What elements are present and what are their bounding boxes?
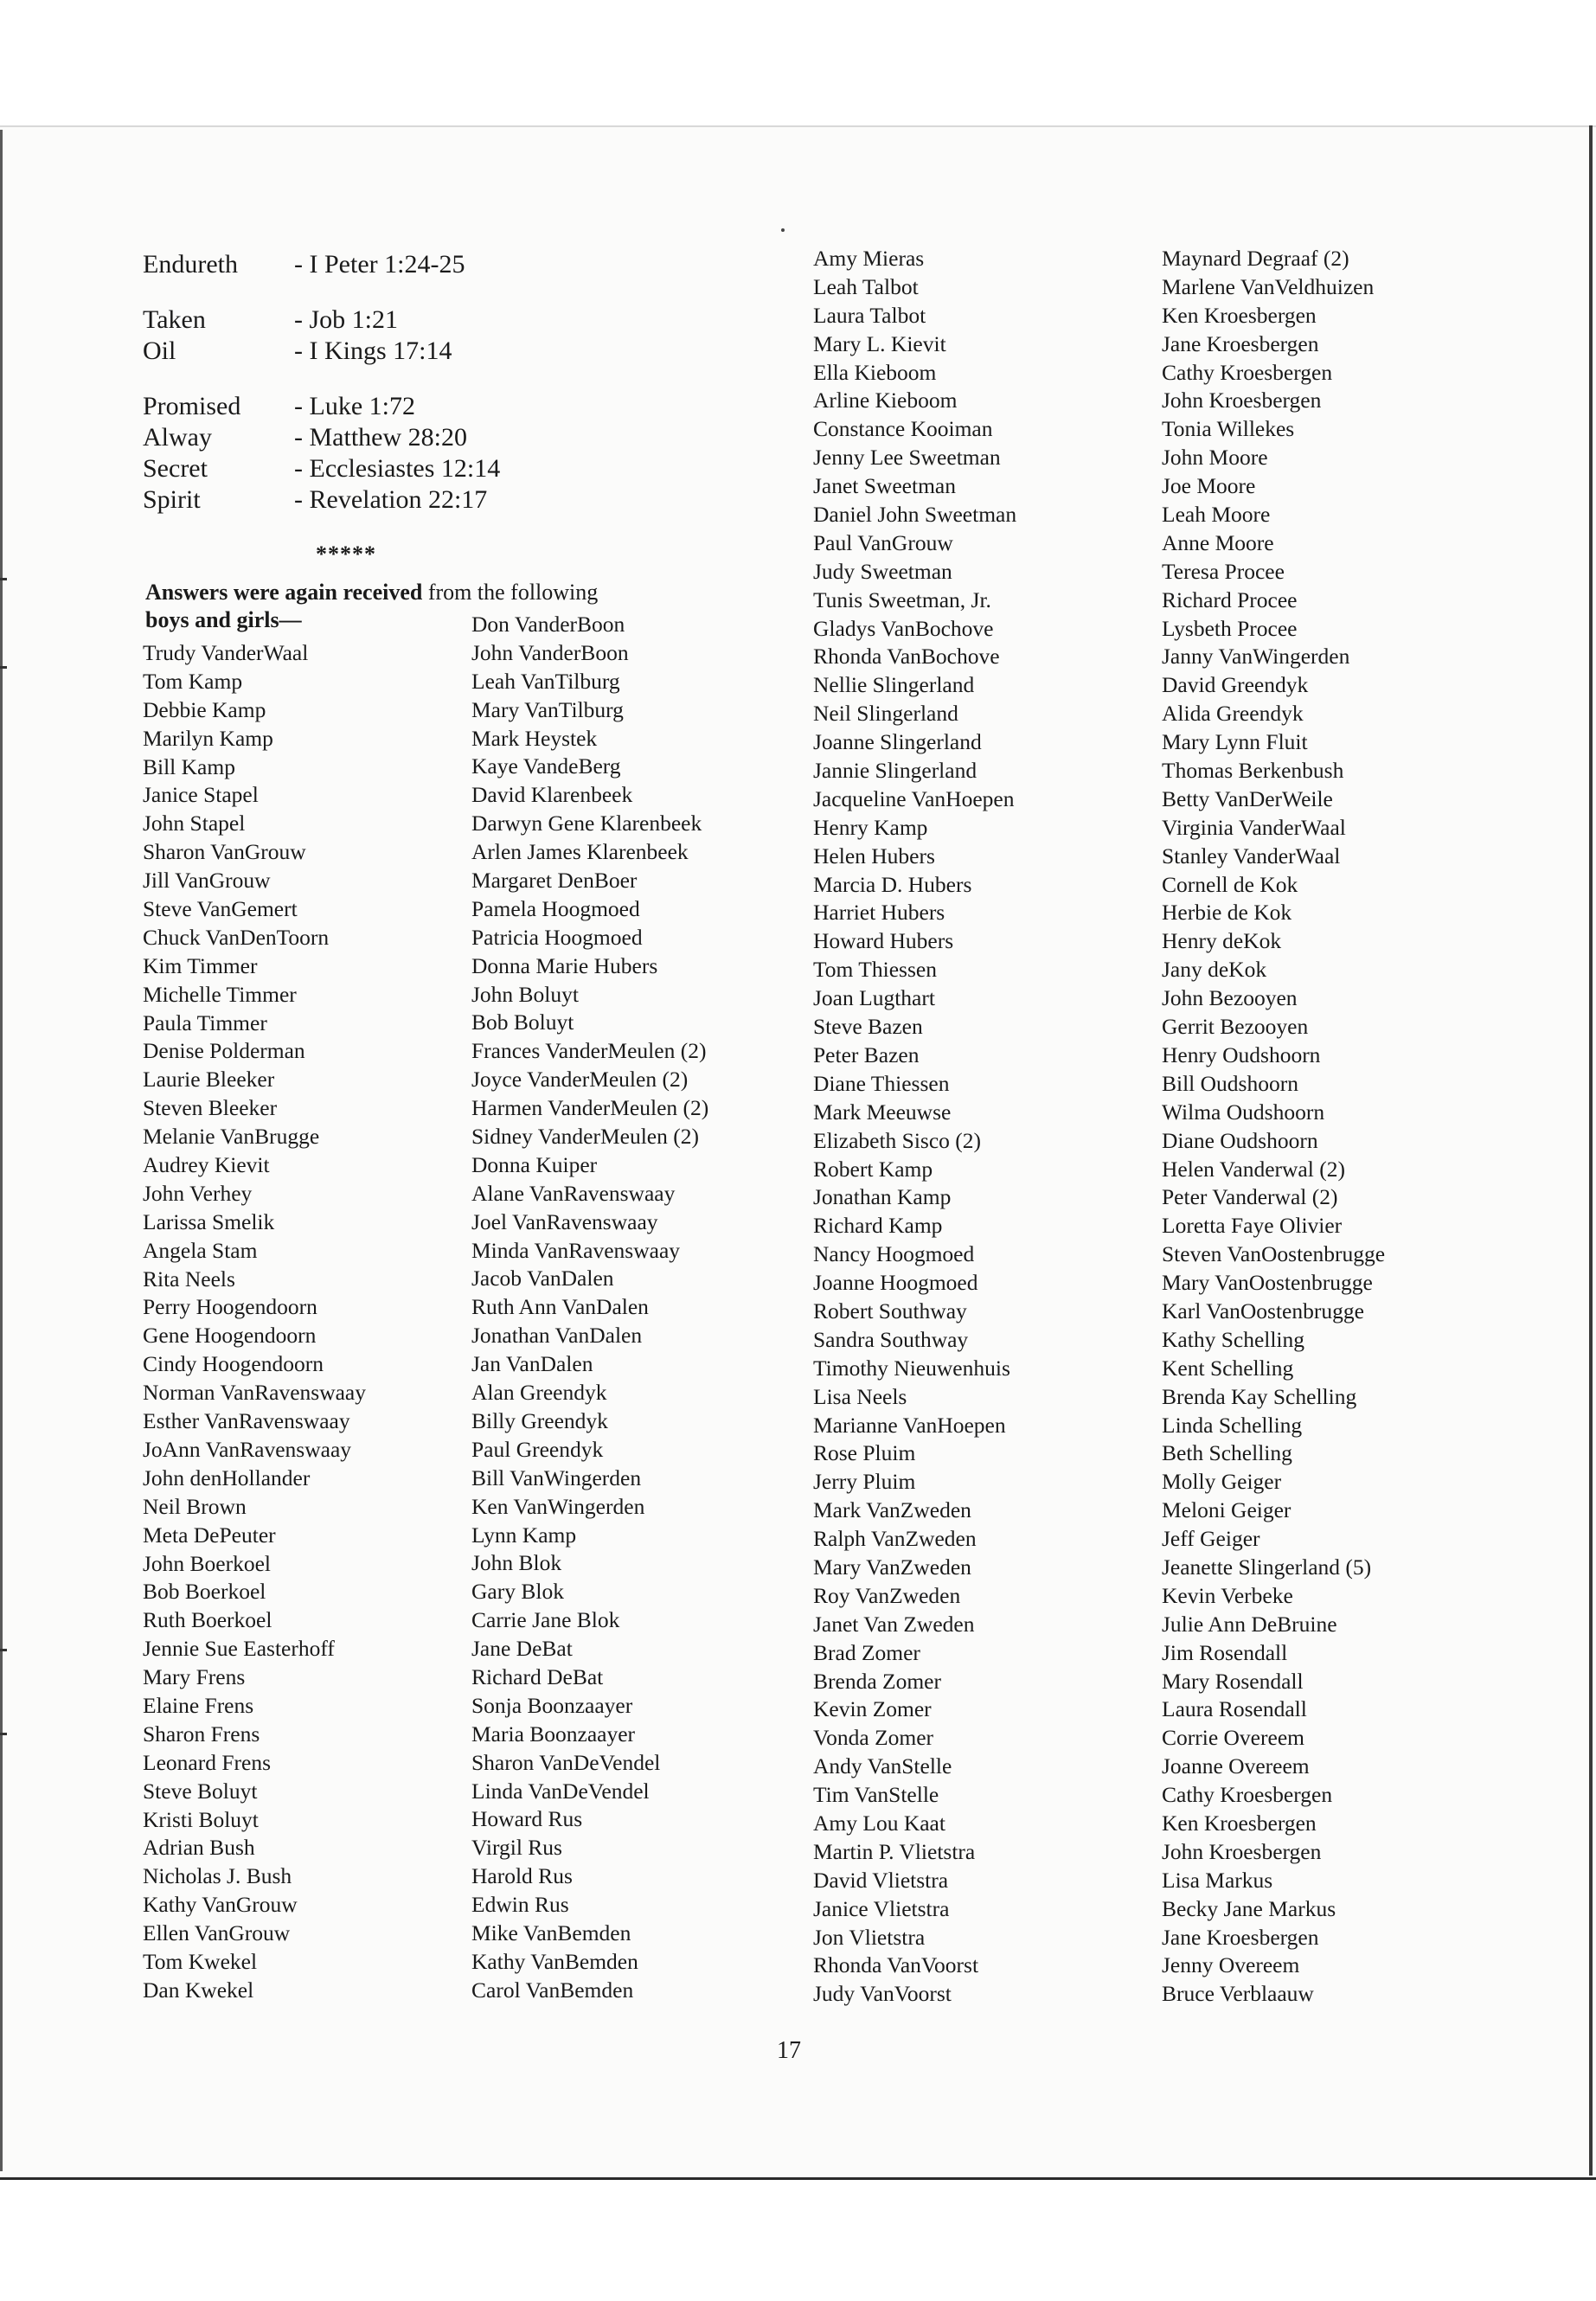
name-entry: Kathy VanGrouw <box>143 1892 298 1918</box>
name-entry: Vonda Zomer <box>813 1725 934 1751</box>
verse-reference: - Luke 1:72 <box>294 392 415 420</box>
name-entry: Denise Polderman <box>143 1038 305 1064</box>
name-entry: JoAnn VanRavenswaay <box>143 1436 352 1462</box>
name-entry: Sharon VanDeVendel <box>471 1749 661 1775</box>
name-entry: Ruth Boerkoel <box>143 1607 272 1633</box>
verse-group <box>143 391 500 516</box>
name-entry: Kaye VandeBerg <box>471 753 621 779</box>
name-entry: Anne Moore <box>1162 529 1274 555</box>
name-entry: Kim Timmer <box>143 952 258 978</box>
name-entry: Jane Kroesbergen <box>1162 1924 1319 1950</box>
name-entry: Leah Talbot <box>813 273 919 299</box>
name-entry: Tunis Sweetman, Jr. <box>813 586 991 612</box>
name-entry: David Greendyk <box>1162 672 1309 698</box>
name-entry: Timothy Nieuwenhuis <box>813 1355 1010 1381</box>
name-entry: Elaine Frens <box>143 1692 254 1718</box>
scan-mark <box>0 1649 7 1651</box>
name-entry: Tom Kwekel <box>143 1948 258 1974</box>
verse-list <box>143 249 500 540</box>
name-entry: Donna Marie Hubers <box>471 952 658 978</box>
name-entry: Carol VanBemden <box>471 1977 634 2003</box>
names-column-2 <box>471 611 708 2005</box>
name-entry: Michelle Timmer <box>143 981 297 1007</box>
name-entry: Tim VanStelle <box>813 1782 939 1808</box>
name-entry: Kristi Boluyt <box>143 1806 259 1832</box>
name-entry: Molly Geiger <box>1162 1469 1282 1495</box>
name-entry: Robert Kamp <box>813 1156 933 1182</box>
verse-row <box>143 336 500 367</box>
name-entry: Harriet Hubers <box>813 900 945 926</box>
name-entry: Peter Vanderwal (2) <box>1162 1184 1338 1210</box>
scan-edge-right <box>1589 125 1593 2176</box>
name-entry: Norman VanRavenswaay <box>143 1380 367 1406</box>
name-entry: Roy VanZweden <box>813 1582 961 1608</box>
name-entry: Cornell de Kok <box>1162 871 1298 897</box>
verse-row <box>143 422 500 453</box>
name-entry: Bob Boerkoel <box>143 1579 266 1605</box>
name-entry: Marlene VanVeldhuizen <box>1162 273 1375 299</box>
name-entry: Judy Sweetman <box>813 558 952 584</box>
name-entry: Brenda Zomer <box>813 1668 941 1694</box>
name-entry: Cathy Kroesbergen <box>1162 1782 1333 1808</box>
name-entry: Herbie de Kok <box>1162 900 1292 926</box>
name-entry: Sandra Southway <box>813 1326 969 1352</box>
name-entry: Jeff Geiger <box>1162 1526 1260 1552</box>
name-entry: Teresa Procee <box>1162 558 1285 584</box>
name-entry: Neil Slingerland <box>813 701 958 727</box>
name-entry: Leah VanTilburg <box>471 668 620 694</box>
scan-mark <box>0 1733 7 1735</box>
verse-row <box>143 249 500 280</box>
name-entry: Joe Moore <box>1162 473 1256 499</box>
verse-word: Endureth <box>143 250 238 279</box>
name-entry: Mary L. Kievit <box>813 330 946 356</box>
name-entry: Billy Greendyk <box>471 1407 608 1433</box>
name-entry: Meloni Geiger <box>1162 1497 1292 1523</box>
name-entry: Henry Kamp <box>813 814 928 840</box>
name-entry: Paul Greendyk <box>471 1436 604 1462</box>
name-entry: Julie Ann DeBruine <box>1162 1611 1337 1637</box>
name-entry: Richard Kamp <box>813 1213 943 1239</box>
verse-word: Taken <box>143 305 206 334</box>
name-entry: Melanie VanBrugge <box>143 1124 320 1150</box>
verse-group <box>143 249 500 280</box>
name-entry: Angela Stam <box>143 1237 258 1263</box>
name-entry: Brad Zomer <box>813 1639 920 1665</box>
name-entry: David Klarenbeek <box>471 782 633 808</box>
name-entry: Bill Kamp <box>143 753 235 779</box>
name-entry: Nicholas J. Bush <box>143 1863 292 1889</box>
verse-word: Spirit <box>143 485 201 514</box>
name-entry: Elizabeth Sisco (2) <box>813 1127 982 1153</box>
name-entry: John Moore <box>1162 445 1268 471</box>
name-entry: Karl VanOostenbrugge <box>1162 1298 1364 1324</box>
names-column-1 <box>143 639 366 2005</box>
name-entry: Alan Greendyk <box>471 1380 607 1406</box>
name-entry: Jenny Overeem <box>1162 1952 1300 1978</box>
name-entry: Loretta Faye Olivier <box>1162 1213 1343 1239</box>
name-entry: Rhonda VanVoorst <box>813 1952 979 1978</box>
name-entry: Lysbeth Procee <box>1162 615 1298 641</box>
name-entry: Tom Kamp <box>143 668 243 694</box>
name-entry: Lynn Kamp <box>471 1522 577 1548</box>
verse-group <box>143 304 500 367</box>
name-entry: Henry deKok <box>1162 928 1282 954</box>
name-entry: Pamela Hoogmoed <box>471 895 640 921</box>
name-entry: Joanne Hoogmoed <box>813 1270 978 1296</box>
name-entry: Gladys VanBochove <box>813 615 994 641</box>
name-entry: Kevin Zomer <box>813 1696 932 1722</box>
name-entry: Thomas Berkenbush <box>1162 758 1344 784</box>
name-entry: Jill VanGrouw <box>143 868 271 894</box>
name-entry: Kevin Verbeke <box>1162 1582 1293 1608</box>
name-entry: Mary Rosendall <box>1162 1668 1304 1694</box>
name-entry: Harold Rus <box>471 1863 573 1889</box>
name-entry: Paul VanGrouw <box>813 529 953 555</box>
name-entry: Debbie Kamp <box>143 696 266 722</box>
name-entry: Ralph VanZweden <box>813 1526 977 1552</box>
name-entry: John Boluyt <box>471 981 579 1007</box>
name-entry: John Kroesbergen <box>1162 1838 1322 1864</box>
verse-reference: - Revelation 22:17 <box>294 485 488 514</box>
name-entry: Cathy Kroesbergen <box>1162 359 1333 385</box>
name-entry: Neil Brown <box>143 1493 247 1519</box>
intro-line-2: boys and girls— <box>145 607 302 632</box>
name-entry: Marcia D. Hubers <box>813 871 972 897</box>
name-entry: Minda VanRavenswaay <box>471 1237 681 1263</box>
name-entry: Bill VanWingerden <box>471 1465 642 1490</box>
intro-line <box>145 578 598 606</box>
name-entry: Janet Sweetman <box>813 473 956 499</box>
name-entry: Tonia Willekes <box>1162 416 1295 442</box>
name-entry: Mary VanZweden <box>813 1554 971 1580</box>
name-entry: Steven VanOostenbrugge <box>1162 1241 1386 1267</box>
name-entry: Jan VanDalen <box>471 1351 593 1377</box>
name-entry: Wilma Oudshoorn <box>1162 1099 1325 1125</box>
name-entry: Laura Rosendall <box>1162 1696 1307 1722</box>
name-entry: Joyce VanderMeulen (2) <box>471 1067 689 1093</box>
name-entry: Howard Rus <box>471 1806 583 1832</box>
name-entry: Jennie Sue Easterhoff <box>143 1636 335 1662</box>
name-entry: Frances VanderMeulen (2) <box>471 1038 707 1064</box>
name-entry: Jane Kroesbergen <box>1162 330 1319 356</box>
name-entry: Mark Heystek <box>471 725 598 751</box>
name-entry: Richard Procee <box>1162 586 1298 612</box>
name-entry: Tom Thiessen <box>813 957 937 983</box>
name-entry: Maynard Degraaf (2) <box>1162 246 1349 271</box>
name-entry: Jacqueline VanHoepen <box>813 785 1015 811</box>
name-entry: Gerrit Bezooyen <box>1162 1014 1309 1040</box>
name-entry: Kathy VanBemden <box>471 1948 638 1974</box>
name-entry: Judy VanVoorst <box>813 1981 952 2007</box>
intro-rest: from the following <box>422 580 599 605</box>
name-entry: Jon Vlietstra <box>813 1924 926 1950</box>
name-entry: Don VanderBoon <box>471 612 625 637</box>
name-entry: Mark VanZweden <box>813 1497 971 1523</box>
name-entry: Steven Bleeker <box>143 1095 278 1121</box>
name-entry: Martin P. Vlietstra <box>813 1838 976 1864</box>
name-entry: Bruce Verblaauw <box>1162 1981 1314 2007</box>
name-entry: Lisa Neels <box>813 1383 907 1409</box>
name-entry: Beth Schelling <box>1162 1440 1292 1466</box>
name-entry: Ken Kroesbergen <box>1162 1810 1317 1836</box>
name-entry: Andy VanStelle <box>813 1753 952 1779</box>
name-entry: Sharon Frens <box>143 1721 260 1747</box>
name-entry: Larissa Smelik <box>143 1208 275 1234</box>
scan-edge-left <box>0 130 3 2171</box>
name-entry: Janice Stapel <box>143 782 259 808</box>
name-entry: Sonja Boonzaayer <box>471 1692 633 1718</box>
name-entry: Virginia VanderWaal <box>1162 814 1346 840</box>
name-entry: Peter Bazen <box>813 1042 920 1067</box>
name-entry: Amy Mieras <box>813 246 925 271</box>
name-entry: Jenny Lee Sweetman <box>813 445 1001 471</box>
verse-reference: - Job 1:21 <box>294 305 398 334</box>
name-entry: Constance Kooiman <box>813 416 993 442</box>
verse-row <box>143 304 500 336</box>
separator-stars: ***** <box>316 542 376 567</box>
verse-word: Secret <box>143 454 208 483</box>
name-entry: Maria Boonzaayer <box>471 1721 636 1747</box>
name-entry: Stanley VanderWaal <box>1162 843 1341 868</box>
name-entry: Nancy Hoogmoed <box>813 1241 975 1267</box>
name-entry: Diane Oudshoorn <box>1162 1127 1318 1153</box>
verse-reference: - Matthew 28:20 <box>294 423 467 452</box>
name-entry: Janny VanWingerden <box>1162 644 1350 670</box>
name-entry: Ella Kieboom <box>813 359 937 385</box>
name-entry: Steve Bazen <box>813 1014 923 1040</box>
name-entry: Howard Hubers <box>813 928 954 954</box>
name-entry: Dan Kwekel <box>143 1977 254 2003</box>
name-entry: Joel VanRavenswaay <box>471 1208 658 1234</box>
verse-row <box>143 484 500 516</box>
name-entry: John Kroesbergen <box>1162 388 1322 413</box>
name-entry: Ruth Ann VanDalen <box>471 1294 649 1320</box>
name-entry: Gene Hoogendoorn <box>143 1323 317 1349</box>
name-entry: Mary Lynn Fluit <box>1162 729 1308 755</box>
name-entry: Becky Jane Markus <box>1162 1895 1336 1921</box>
intro-bold: Answers were again received <box>145 580 423 605</box>
name-entry: John Boerkoel <box>143 1550 272 1576</box>
name-entry: Diane Thiessen <box>813 1070 950 1096</box>
print-speck <box>781 228 785 232</box>
name-entry: Adrian Bush <box>143 1835 255 1861</box>
name-entry: John Verhey <box>143 1180 253 1206</box>
name-entry: Jany deKok <box>1162 957 1267 983</box>
name-entry: Esther VanRavenswaay <box>143 1408 350 1434</box>
name-entry: Donna Kuiper <box>471 1151 598 1177</box>
name-entry: David Vlietstra <box>813 1867 949 1893</box>
name-entry: Steve VanGemert <box>143 896 298 922</box>
name-entry: Laura Talbot <box>813 302 926 328</box>
name-entry: John VanderBoon <box>471 639 629 665</box>
name-entry: Perry Hoogendoorn <box>143 1294 317 1320</box>
name-entry: Joan Lugthart <box>813 985 935 1011</box>
name-entry: Margaret DenBoer <box>471 868 638 894</box>
name-entry: Henry Oudshoorn <box>1162 1042 1321 1067</box>
name-entry: Marilyn Kamp <box>143 725 273 751</box>
name-entry: Corrie Overeem <box>1162 1725 1304 1751</box>
name-entry: Kathy Schelling <box>1162 1326 1305 1352</box>
name-entry: Nellie Slingerland <box>813 672 975 698</box>
name-entry: Betty VanDerWeile <box>1162 785 1333 811</box>
name-entry: John denHollander <box>143 1465 311 1490</box>
name-entry: Ellen VanGrouw <box>143 1920 291 1946</box>
name-entry: Rose Pluim <box>813 1440 916 1466</box>
verse-reference: - I Kings 17:14 <box>294 336 452 365</box>
verse-row <box>143 453 500 484</box>
name-entry: Leah Moore <box>1162 502 1271 528</box>
name-entry: Darwyn Gene Klarenbeek <box>471 811 702 836</box>
name-entry: Jonathan Kamp <box>813 1184 952 1210</box>
name-entry: Ken VanWingerden <box>471 1493 645 1519</box>
name-entry: Arlen James Klarenbeek <box>471 839 689 865</box>
name-entry: Robert Southway <box>813 1298 967 1324</box>
name-entry: Jacob VanDalen <box>471 1266 614 1292</box>
scan-mark <box>0 666 7 669</box>
name-entry: Helen Vanderwal (2) <box>1162 1156 1345 1182</box>
name-entry: Harmen VanderMeulen (2) <box>471 1095 709 1121</box>
name-entry: Joanne Slingerland <box>813 729 982 755</box>
name-entry: Linda VanDeVendel <box>471 1778 650 1804</box>
name-entry: Paula Timmer <box>143 1009 267 1035</box>
name-entry: Steve Boluyt <box>143 1778 258 1804</box>
name-entry: Rita Neels <box>143 1266 235 1292</box>
name-entry: Janice Vlietstra <box>813 1895 950 1921</box>
name-entry: Bill Oudshoorn <box>1162 1070 1298 1096</box>
name-entry: Jeanette Slingerland (5) <box>1162 1554 1372 1580</box>
verse-row <box>143 391 500 422</box>
name-entry: Marianne VanHoepen <box>813 1412 1006 1438</box>
name-entry: Ken Kroesbergen <box>1162 302 1317 328</box>
name-entry: Audrey Kievit <box>143 1152 270 1178</box>
name-entry: Linda Schelling <box>1162 1412 1303 1438</box>
name-entry: John Blok <box>471 1550 562 1576</box>
name-entry: Joanne Overeem <box>1162 1753 1310 1779</box>
name-entry: Alida Greendyk <box>1162 701 1304 727</box>
name-entry: Mike VanBemden <box>471 1920 631 1945</box>
name-entry: Amy Lou Kaat <box>813 1810 945 1836</box>
names-column-4 <box>1162 245 1385 2009</box>
name-entry: Alane VanRavenswaay <box>471 1180 676 1206</box>
verse-word: Oil <box>143 336 176 365</box>
name-entry: Meta DePeuter <box>143 1522 276 1548</box>
name-entry: Chuck VanDenToorn <box>143 924 330 950</box>
name-entry: Richard DeBat <box>471 1663 604 1689</box>
names-column-3 <box>813 245 1016 2009</box>
verse-word: Promised <box>143 392 241 420</box>
name-entry: Bob Boluyt <box>471 1009 574 1035</box>
name-entry: Daniel John Sweetman <box>813 502 1017 528</box>
name-entry: Janet Van Zweden <box>813 1611 975 1637</box>
page-number: 17 <box>777 2037 801 2064</box>
name-entry: Laurie Bleeker <box>143 1067 275 1093</box>
name-entry: Brenda Kay Schelling <box>1162 1383 1357 1409</box>
name-entry: Gary Blok <box>471 1579 564 1605</box>
name-entry: Trudy VanderWaal <box>143 640 309 665</box>
name-entry: Jonathan VanDalen <box>471 1323 643 1349</box>
name-entry: Jerry Pluim <box>813 1469 916 1495</box>
name-entry: Mary VanOostenbrugge <box>1162 1270 1373 1296</box>
name-entry: Mary VanTilburg <box>471 696 624 722</box>
verse-reference: - I Peter 1:24-25 <box>294 250 465 279</box>
name-entry: Jim Rosendall <box>1162 1639 1288 1665</box>
name-entry: Leonard Frens <box>143 1749 271 1775</box>
name-entry: John Bezooyen <box>1162 985 1298 1011</box>
name-entry: Lisa Markus <box>1162 1867 1273 1893</box>
name-entry: Helen Hubers <box>813 843 935 868</box>
name-entry: Jane DeBat <box>471 1636 573 1662</box>
name-entry: Mary Frens <box>143 1664 246 1690</box>
name-entry: Cindy Hoogendoorn <box>143 1351 324 1377</box>
name-entry: Sharon VanGrouw <box>143 839 306 865</box>
name-entry: Patricia Hoogmoed <box>471 924 643 950</box>
name-entry: Virgil Rus <box>471 1835 562 1861</box>
name-entry: Carrie Jane Blok <box>471 1607 620 1633</box>
name-entry: Rhonda VanBochove <box>813 644 1000 670</box>
verse-word: Alway <box>143 423 212 452</box>
name-entry: John Stapel <box>143 811 246 836</box>
name-entry: Sidney VanderMeulen (2) <box>471 1124 699 1150</box>
verse-reference: - Ecclesiastes 12:14 <box>294 454 501 483</box>
name-entry: Arline Kieboom <box>813 388 958 413</box>
name-entry: Kent Schelling <box>1162 1355 1294 1381</box>
scan-mark <box>0 578 7 580</box>
name-entry: Edwin Rus <box>471 1892 569 1918</box>
name-entry: Mark Meeuwse <box>813 1099 952 1125</box>
name-entry: Jannie Slingerland <box>813 758 977 784</box>
